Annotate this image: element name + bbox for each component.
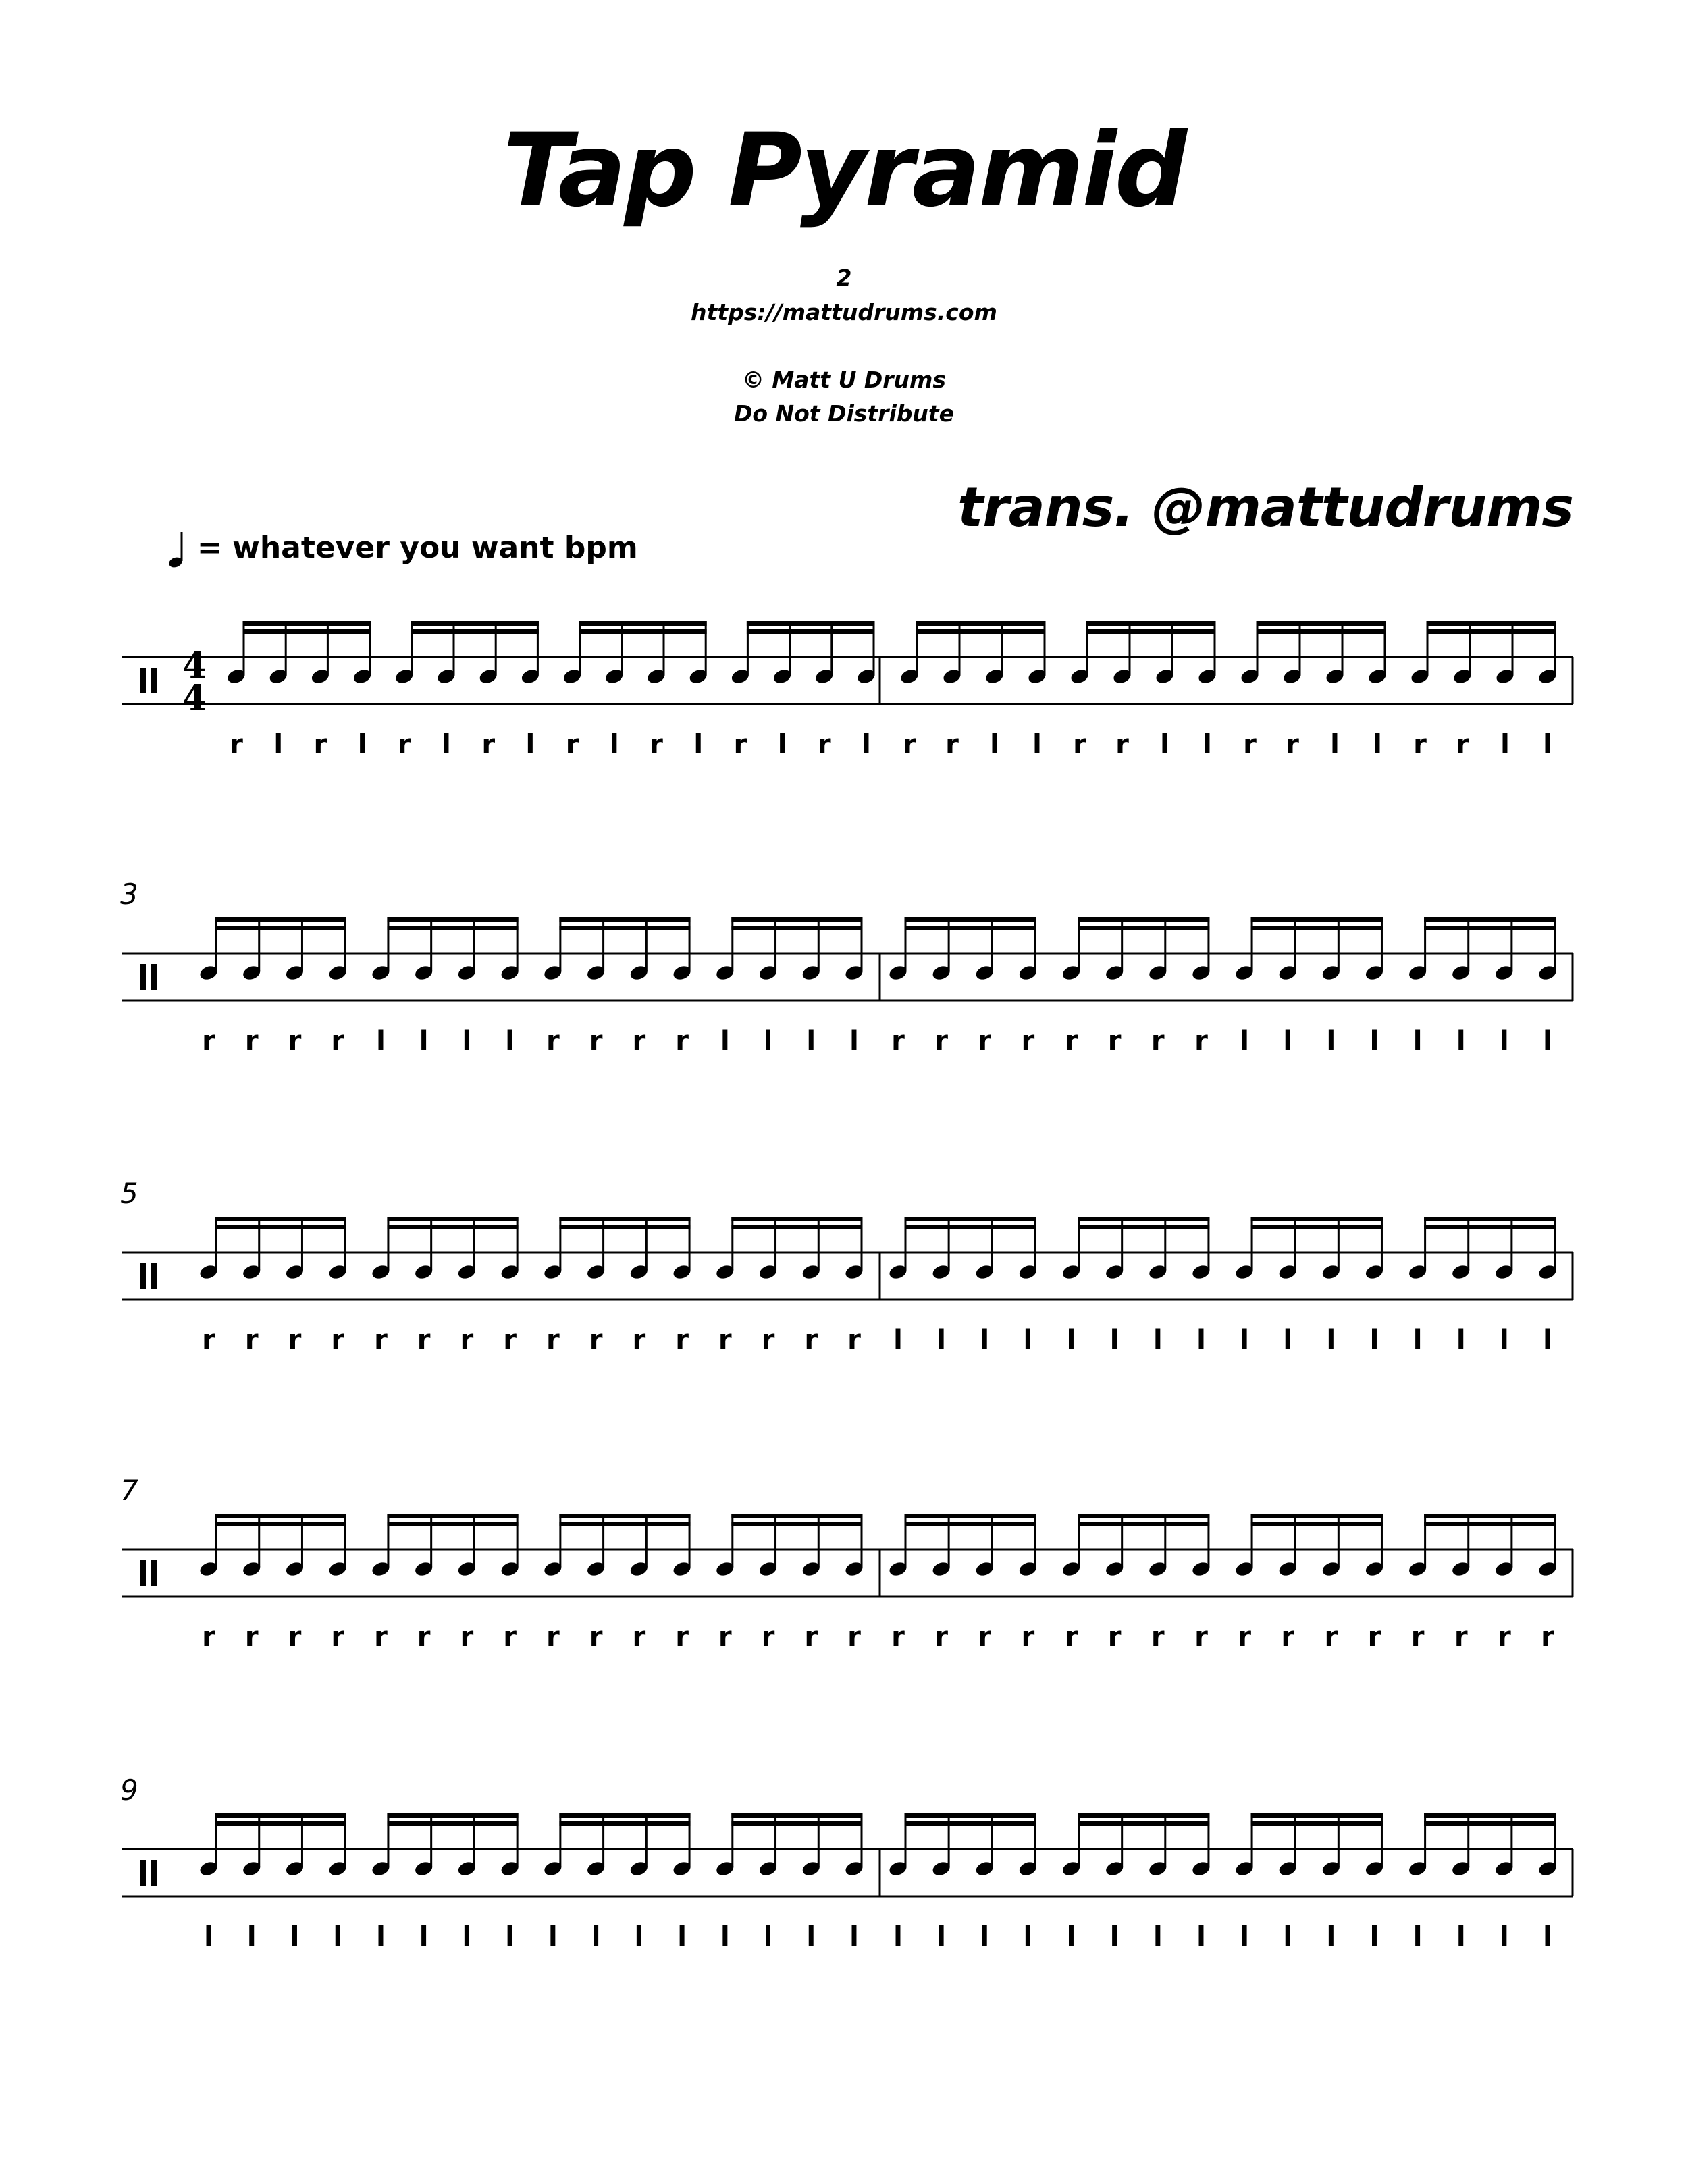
sixteenth-beam — [1251, 1217, 1383, 1221]
sixteenth-beam — [905, 1225, 1036, 1229]
sticking-label: l — [720, 1921, 730, 1952]
sixteenth-beam — [1427, 621, 1556, 626]
sixteenth-beam — [411, 621, 539, 626]
sticking-label: l — [1500, 1921, 1509, 1952]
sixteenth-beam — [1078, 1813, 1209, 1818]
sixteenth-beam — [1078, 917, 1209, 922]
sticking-label: l — [1456, 1325, 1466, 1356]
sixteenth-beam — [559, 917, 690, 922]
sticking-label: r — [1324, 1622, 1338, 1653]
sticking-label: l — [1283, 1325, 1293, 1356]
sixteenth-beam — [215, 1514, 346, 1518]
sticking-label: l — [693, 729, 704, 760]
measure-number: 9 — [120, 1774, 138, 1807]
sixteenth-beam — [387, 917, 518, 922]
sticking-label: l — [1032, 729, 1042, 760]
sticking-label: r — [1107, 1026, 1122, 1057]
sixteenth-beam — [1257, 629, 1386, 634]
sticking-label: r — [1073, 729, 1086, 760]
sticking-label: l — [462, 1026, 472, 1057]
sticking-label: r — [503, 1622, 517, 1653]
sticking-label: l — [333, 1921, 343, 1952]
sixteenth-beam — [387, 1522, 518, 1526]
sixteenth-beam — [387, 1514, 518, 1518]
sixteenth-beam — [731, 1821, 862, 1826]
page-title: Tap Pyramid — [502, 112, 1186, 230]
percussion-clef — [151, 1860, 157, 1886]
sticking-label: r — [1281, 1622, 1295, 1653]
sticking-label: l — [462, 1921, 472, 1952]
sticking-label: r — [934, 1622, 949, 1653]
sticking-label: r — [288, 1325, 302, 1356]
sixteenth-beam — [747, 621, 875, 626]
sticking-label: l — [419, 1921, 429, 1952]
sticking-label: l — [1330, 729, 1340, 760]
sticking-label: l — [376, 1026, 386, 1057]
sticking-label: l — [505, 1921, 515, 1952]
sixteenth-beam — [1424, 926, 1556, 930]
sticking-label: r — [761, 1325, 775, 1356]
sticking-label: r — [632, 1622, 646, 1653]
sixteenth-beam — [243, 621, 371, 626]
sticking-label: l — [937, 1921, 946, 1952]
sixteenth-beam — [1251, 1813, 1383, 1818]
percussion-clef — [151, 964, 157, 990]
sticking-label: l — [1326, 1921, 1336, 1952]
sticking-label: r — [650, 729, 663, 760]
sixteenth-beam — [1078, 926, 1209, 930]
sixteenth-beam — [731, 1514, 862, 1518]
sixteenth-beam — [731, 1813, 862, 1818]
sixteenth-beam — [243, 629, 371, 634]
sticking-label: l — [591, 1921, 601, 1952]
percussion-clef — [140, 1263, 146, 1289]
website-url: https://mattudrums.com — [691, 299, 997, 325]
sticking-label: l — [1543, 1026, 1552, 1057]
sticking-label: l — [1153, 1921, 1163, 1952]
sticking-label: l — [273, 729, 284, 760]
tempo-text: = whatever you want bpm — [197, 531, 638, 565]
sixteenth-beam — [559, 1225, 690, 1229]
sticking-label: l — [1066, 1325, 1076, 1356]
sticking-label: l — [1283, 1026, 1293, 1057]
distribution-notice: Do Not Distribute — [733, 400, 955, 427]
sixteenth-beam — [905, 1813, 1036, 1818]
sixteenth-beam — [731, 1225, 862, 1229]
sticking-label: r — [817, 729, 831, 760]
sixteenth-beam — [916, 629, 1046, 634]
sticking-label: r — [374, 1622, 388, 1653]
sticking-label: r — [718, 1622, 732, 1653]
sixteenth-beam — [905, 1821, 1036, 1826]
sixteenth-beam — [411, 629, 539, 634]
sticking-label: r — [589, 1325, 603, 1356]
sticking-label: r — [1238, 1622, 1251, 1653]
sixteenth-beam — [387, 1813, 518, 1818]
sticking-label: r — [1456, 729, 1469, 760]
sixteenth-beam — [731, 1522, 862, 1526]
sticking-label: r — [847, 1325, 861, 1356]
sixteenth-beam — [1078, 1821, 1209, 1826]
sticking-label: l — [763, 1921, 773, 1952]
sixteenth-beam — [1078, 1217, 1209, 1221]
sixteenth-beam — [905, 1514, 1036, 1518]
sixteenth-beam — [1257, 621, 1386, 626]
sticking-label: l — [1500, 1026, 1509, 1057]
sixteenth-beam — [731, 926, 862, 930]
percussion-clef — [140, 964, 146, 990]
sticking-label: r — [1194, 1026, 1208, 1057]
sticking-label: r — [632, 1325, 646, 1356]
sixteenth-beam — [905, 917, 1036, 922]
sixteenth-beam — [215, 1225, 346, 1229]
sticking-label: l — [1283, 1921, 1293, 1952]
sticking-label: l — [806, 1921, 816, 1952]
sixteenth-beam — [1251, 1522, 1383, 1526]
sticking-label: r — [546, 1622, 560, 1653]
sixteenth-beam — [215, 1821, 346, 1826]
sticking-label: r — [1064, 1622, 1078, 1653]
sticking-label: r — [1243, 729, 1257, 760]
sticking-label: r — [1454, 1622, 1468, 1653]
sixteenth-beam — [559, 1522, 690, 1526]
sticking-label: r — [1151, 1026, 1165, 1057]
sticking-label: l — [893, 1921, 903, 1952]
sticking-label: r — [733, 729, 747, 760]
sticking-label: r — [1410, 1622, 1425, 1653]
sticking-label: l — [1160, 729, 1169, 760]
sticking-label: r — [804, 1325, 818, 1356]
sticking-label: r — [804, 1622, 818, 1653]
sticking-label: r — [1064, 1026, 1078, 1057]
sticking-label: l — [419, 1026, 429, 1057]
sticking-label: l — [937, 1325, 946, 1356]
sixteenth-beam — [1251, 1514, 1383, 1518]
sticking-label: r — [417, 1325, 431, 1356]
sixteenth-beam — [559, 1514, 690, 1518]
measure-number: 3 — [120, 878, 138, 911]
sixteenth-beam — [1424, 1225, 1556, 1229]
sixteenth-beam — [1251, 1225, 1383, 1229]
sticking-label: r — [1413, 729, 1427, 760]
sticking-label: r — [481, 729, 496, 760]
page-subtitle: 2 — [836, 265, 852, 291]
sixteenth-beam — [1078, 1225, 1209, 1229]
sixteenth-beam — [215, 1813, 346, 1818]
quarter-note-icon — [167, 529, 188, 570]
sticking-label: r — [1194, 1622, 1208, 1653]
sixteenth-beam — [559, 926, 690, 930]
sticking-label: r — [460, 1325, 474, 1356]
sticking-label: r — [589, 1622, 603, 1653]
sticking-label: l — [1369, 1325, 1379, 1356]
sticking-label: r — [1367, 1622, 1381, 1653]
sticking-label: r — [230, 729, 243, 760]
sticking-label: r — [288, 1026, 302, 1057]
sticking-label: l — [980, 1921, 990, 1952]
sticking-label: r — [202, 1026, 215, 1057]
sticking-label: r — [1286, 729, 1299, 760]
sixteenth-beam — [905, 926, 1036, 930]
sticking-label: r — [978, 1026, 992, 1057]
sticking-label: l — [609, 729, 619, 760]
sticking-label: l — [357, 729, 367, 760]
sticking-label: r — [903, 729, 916, 760]
sixteenth-beam — [1424, 1522, 1556, 1526]
sticking-label: r — [331, 1325, 345, 1356]
sticking-label: l — [1196, 1325, 1206, 1356]
sticking-label: l — [1023, 1921, 1033, 1952]
percussion-clef — [151, 1263, 157, 1289]
sticking-label: l — [893, 1325, 903, 1356]
sixteenth-beam — [579, 621, 707, 626]
sticking-label: l — [442, 729, 451, 760]
sticking-label: r — [503, 1325, 517, 1356]
sticking-label: r — [331, 1026, 345, 1057]
sticking-label: l — [1413, 1325, 1423, 1356]
sticking-label: l — [548, 1921, 558, 1952]
sticking-label: r — [675, 1622, 689, 1653]
sixteenth-beam — [1251, 1821, 1383, 1826]
sticking-label: l — [634, 1921, 644, 1952]
copyright-line: © Matt U Drums — [741, 367, 947, 393]
sticking-label: l — [763, 1026, 773, 1057]
sixteenth-beam — [1424, 917, 1556, 922]
sticking-label: r — [675, 1026, 689, 1057]
sticking-label: l — [1543, 729, 1552, 760]
sticking-label: r — [546, 1325, 560, 1356]
sticking-label: l — [1500, 729, 1510, 760]
sticking-label: r — [632, 1026, 646, 1057]
sixteenth-beam — [916, 621, 1046, 626]
sixteenth-beam — [579, 629, 707, 634]
sticking-label: r — [244, 1622, 259, 1653]
sticking-label: r — [546, 1026, 560, 1057]
sticking-label: l — [1326, 1026, 1336, 1057]
sticking-label: l — [677, 1921, 687, 1952]
sticking-label: r — [1115, 729, 1129, 760]
sticking-label: r — [202, 1622, 215, 1653]
sixteenth-beam — [1424, 1813, 1556, 1818]
percussion-clef — [140, 1860, 146, 1886]
sticking-label: r — [244, 1325, 259, 1356]
sticking-label: l — [1369, 1026, 1379, 1057]
sticking-label: l — [1240, 1921, 1249, 1952]
sticking-label: l — [1543, 1325, 1552, 1356]
sticking-label: r — [847, 1622, 861, 1653]
sticking-label: r — [331, 1622, 345, 1653]
sixteenth-beam — [905, 1217, 1036, 1221]
sixteenth-beam — [1424, 1217, 1556, 1221]
sixteenth-beam — [1424, 1514, 1556, 1518]
sticking-label: l — [862, 729, 871, 760]
sticking-label: l — [1413, 1026, 1423, 1057]
sixteenth-beam — [1251, 926, 1383, 930]
sixteenth-beam — [215, 926, 346, 930]
sticking-label: l — [1109, 1921, 1119, 1952]
sticking-label: l — [1066, 1921, 1076, 1952]
sticking-label: r — [1151, 1622, 1165, 1653]
sixteenth-beam — [387, 926, 518, 930]
sticking-label: l — [1456, 1026, 1466, 1057]
sixteenth-beam — [215, 1522, 346, 1526]
sticking-label: l — [1196, 1921, 1206, 1952]
sticking-label: r — [589, 1026, 603, 1057]
sticking-label: r — [1541, 1622, 1554, 1653]
sticking-label: l — [1543, 1921, 1552, 1952]
sticking-label: l — [849, 1921, 859, 1952]
sticking-label: l — [849, 1026, 859, 1057]
sticking-label: r — [945, 729, 959, 760]
sixteenth-beam — [215, 1217, 346, 1221]
sticking-label: r — [1021, 1026, 1035, 1057]
sixteenth-beam — [1078, 1522, 1209, 1526]
sixteenth-beam — [1251, 917, 1383, 922]
sticking-label: l — [525, 729, 535, 760]
percussion-clef — [151, 668, 157, 693]
sticking-label: r — [934, 1026, 949, 1057]
sticking-label: l — [1326, 1325, 1336, 1356]
sixteenth-beam — [1086, 629, 1216, 634]
time-signature-numerator: 4 — [182, 645, 207, 687]
sticking-label: l — [777, 729, 787, 760]
sixteenth-beam — [1086, 621, 1216, 626]
sticking-label: r — [397, 729, 411, 760]
sticking-label: l — [720, 1026, 730, 1057]
sticking-label: r — [761, 1622, 775, 1653]
sixteenth-beam — [731, 1217, 862, 1221]
sticking-label: r — [313, 729, 327, 760]
time-signature-denominator: 4 — [182, 678, 207, 719]
sixteenth-beam — [1078, 1514, 1209, 1518]
sticking-label: l — [246, 1921, 257, 1952]
sticking-label: r — [1497, 1622, 1511, 1653]
sticking-label: l — [990, 729, 999, 760]
sixteenth-beam — [387, 1821, 518, 1826]
sticking-label: r — [244, 1026, 259, 1057]
percussion-clef — [140, 668, 146, 693]
sticking-label: r — [374, 1325, 388, 1356]
sixteenth-beam — [731, 917, 862, 922]
sixteenth-beam — [905, 1522, 1036, 1526]
sticking-label: l — [1369, 1921, 1379, 1952]
sticking-label: l — [204, 1921, 213, 1952]
sticking-label: r — [675, 1325, 689, 1356]
sticking-label: l — [1203, 729, 1212, 760]
sticking-label: l — [1373, 729, 1382, 760]
sticking-label: l — [376, 1921, 386, 1952]
sixteenth-beam — [559, 1813, 690, 1818]
sticking-label: r — [565, 729, 579, 760]
measure-number: 7 — [120, 1474, 138, 1507]
sticking-label: l — [505, 1026, 515, 1057]
sticking-label: l — [1500, 1325, 1509, 1356]
sticking-label: r — [978, 1622, 992, 1653]
sticking-label: r — [1107, 1622, 1122, 1653]
sticking-label: r — [288, 1622, 302, 1653]
measure-number: 5 — [120, 1177, 138, 1210]
sticking-label: l — [1109, 1325, 1119, 1356]
sticking-label: r — [202, 1325, 215, 1356]
sticking-label: l — [1413, 1921, 1423, 1952]
sticking-label: l — [1023, 1325, 1033, 1356]
sixteenth-beam — [1427, 629, 1556, 634]
transcriber-credit: trans. @mattudrums — [957, 476, 1573, 539]
sticking-label: l — [290, 1921, 300, 1952]
percussion-clef — [140, 1560, 146, 1586]
sixteenth-beam — [387, 1225, 518, 1229]
sticking-label: l — [1153, 1325, 1163, 1356]
sticking-label: l — [806, 1026, 816, 1057]
sticking-label: r — [417, 1622, 431, 1653]
sixteenth-beam — [559, 1821, 690, 1826]
sixteenth-beam — [215, 917, 346, 922]
sixteenth-beam — [1424, 1821, 1556, 1826]
sixteenth-beam — [387, 1217, 518, 1221]
sticking-label: r — [891, 1026, 905, 1057]
sticking-label: r — [460, 1622, 474, 1653]
sticking-label: r — [891, 1622, 905, 1653]
sticking-label: l — [1240, 1325, 1249, 1356]
sixteenth-beam — [559, 1217, 690, 1221]
sticking-label: r — [718, 1325, 732, 1356]
sticking-label: l — [1240, 1026, 1249, 1057]
sixteenth-beam — [747, 629, 875, 634]
sticking-label: l — [980, 1325, 990, 1356]
percussion-clef — [151, 1560, 157, 1586]
sticking-label: r — [1021, 1622, 1035, 1653]
sticking-label: l — [1456, 1921, 1466, 1952]
